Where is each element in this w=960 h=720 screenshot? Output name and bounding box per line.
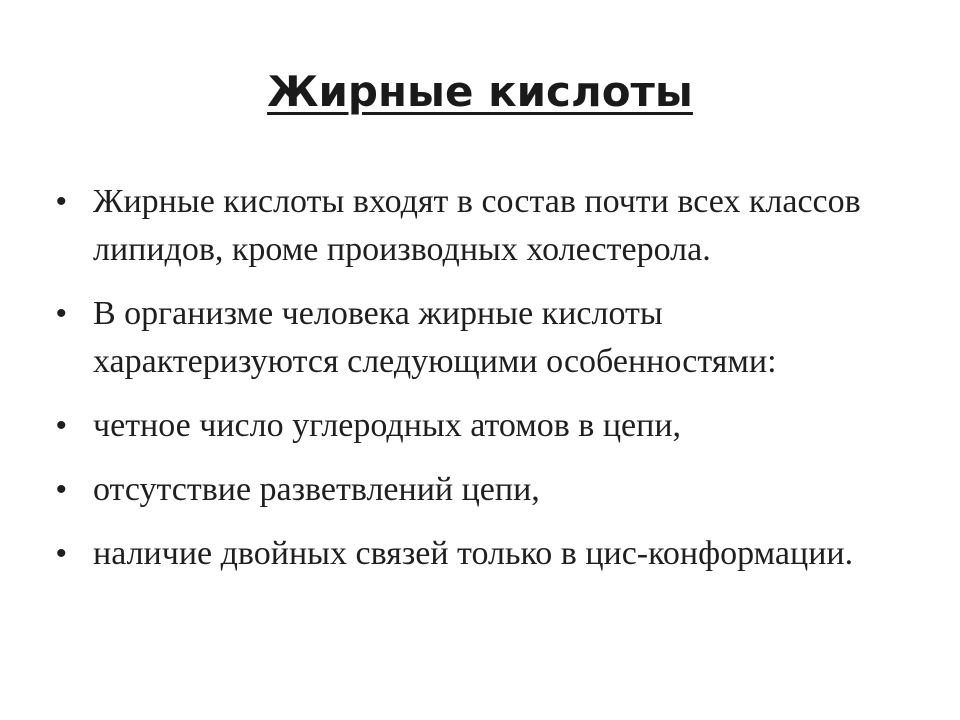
bullet-text: Жирные кислоты входят в состав почти всех классов липидов, кроме производных холестерола. (93, 183, 861, 268)
bullet-icon: • (56, 473, 67, 506)
bullet-item (56, 530, 916, 578)
bullet-text: В организме человека жирные кислоты характеризуются следующими особенностями: (93, 295, 777, 380)
bullet-icon: • (56, 409, 67, 442)
bullet-item (56, 402, 916, 450)
bullet-item (56, 178, 916, 274)
bullet-list (56, 178, 916, 594)
bullet-icon: • (56, 297, 67, 330)
bullet-text: четное число углеродных атомов в цепи, (93, 407, 682, 444)
bullet-icon: • (56, 537, 67, 570)
bullet-text: отсутствие разветвлений цепи, (93, 471, 540, 508)
bullet-text: наличие двойных связей только в цис-конформации. (93, 535, 854, 572)
bullet-item (56, 466, 916, 514)
slide-title: Жирные кислоты (267, 67, 693, 116)
bullet-icon: • (56, 185, 67, 218)
bullet-item (56, 290, 916, 386)
